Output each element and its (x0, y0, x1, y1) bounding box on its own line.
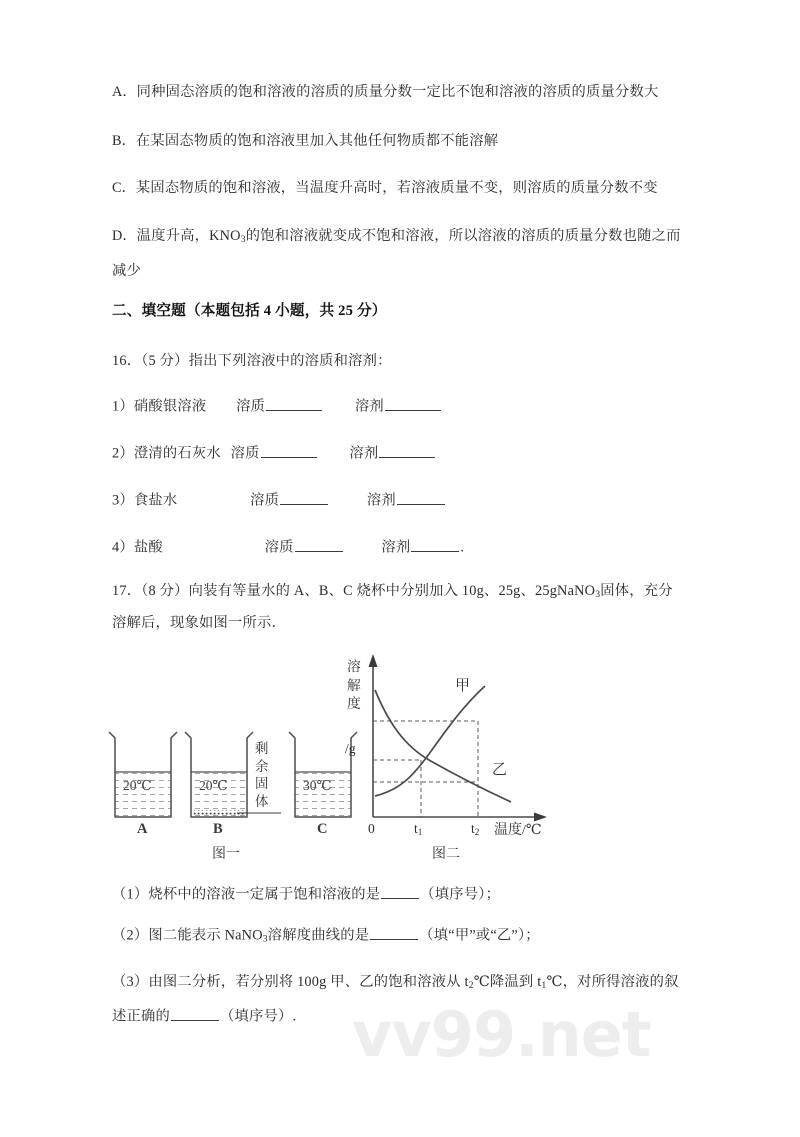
q16-row-1-solute-blank[interactable] (266, 396, 322, 411)
q17-part-2-before-a: 图二能表示 NaNO (148, 927, 263, 944)
curve-jia (375, 686, 485, 796)
q17-part-3-mid2: ℃，对所得溶液的叙 (546, 974, 679, 990)
question-17-stem-line2: 溶解后，现象如图一所示． (112, 615, 286, 631)
q16-row-2-solvent-label: 溶剂 (349, 445, 379, 462)
beaker-b-temperature: 20℃ (199, 778, 228, 793)
x-tick-t2-base: t (471, 821, 475, 836)
q17-part-3-wrap-after: （填序号）. (220, 1008, 297, 1025)
choice-c-text: 某固态物质的饱和溶液，当温度升高时，若溶液质量不变，则溶质的质量分数不变 (135, 180, 658, 196)
q17-part-2-blank[interactable] (370, 925, 418, 940)
q17-part-3-sub2: 1 (541, 980, 547, 992)
q16-row-1-name: 硝酸银溶液 (133, 398, 207, 415)
q17-part-3-wrap-before: 述正确的 (112, 1008, 170, 1025)
q17-part-3-blank[interactable] (171, 1006, 219, 1021)
q16-row-3-solvent-label: 溶剂 (366, 492, 396, 509)
q16-row-2-name: 澄清的石灰水 (133, 445, 221, 462)
q17-part-3-mid1: ℃降温到 t (473, 974, 542, 990)
figure-one-caption: 图一 (212, 847, 240, 862)
choice-a (112, 82, 659, 102)
choice-d-text-part2: 的饱和溶液就变成不饱和溶液，所以溶液的溶质的质量分数也随之而 (245, 228, 681, 244)
q16-row-4-solute-blank[interactable] (295, 537, 343, 552)
beaker-a-temperature: 20℃ (123, 778, 152, 793)
beaker-a-letter: A (137, 821, 148, 837)
watermark: vv99.net (352, 998, 651, 1071)
q16-row-2 (112, 443, 436, 464)
q17-part-2-before-b: 溶解度曲线的是 (267, 927, 370, 944)
q17-part-3 (112, 972, 679, 996)
choice-b-text: 在某固态物质的饱和溶液里加入其他任何物质都不能溶解 (135, 133, 499, 149)
x-tick-t1-base: t (414, 821, 418, 836)
q17-part-3-before: 由图二分析，若分别将 100g 甲、乙的饱和溶液从 t (148, 974, 469, 990)
q16-row-2-solute-label: 溶质 (230, 445, 260, 462)
x-tick-t2 (471, 821, 479, 837)
beaker-a (109, 732, 177, 817)
q16-row-1 (112, 396, 442, 417)
q17-part-1-before: 烧杯中的溶液一定属于饱和溶液的是 (148, 886, 381, 903)
q16-row-2-solute-blank[interactable] (261, 443, 317, 458)
q16-row-4-solvent-blank[interactable] (411, 537, 459, 552)
x-tick-0: 0 (368, 821, 375, 836)
choice-d-subscript: 3 (240, 234, 246, 246)
beaker-b-letter: B (213, 821, 223, 837)
figure-two-solubility-chart (345, 650, 560, 840)
q17-part-2-after: （填“甲”或“乙”）； (419, 927, 540, 944)
q17-part-2-subscript: 3 (262, 933, 268, 945)
q16-row-4-solvent-label: 溶剂 (381, 539, 411, 556)
choice-d-label: D． (112, 228, 137, 244)
q16-row-3-solvent-blank[interactable] (397, 490, 445, 505)
q16-row-4 (112, 537, 464, 558)
q16-row-4-name: 盐酸 (133, 539, 163, 556)
choice-d (112, 226, 681, 250)
beaker-c-temperature: 30℃ (303, 778, 332, 793)
question-17-stem-line1 (112, 581, 673, 605)
q17-part-1-blank[interactable] (381, 884, 419, 899)
q16-row-4-solute-label: 溶质 (264, 539, 294, 556)
choice-a-text: 同种固态溶质的饱和溶液的溶质的质量分数一定比不饱和溶液的溶质的质量分数大 (136, 84, 659, 100)
q17-part-2-num: （2） (112, 927, 149, 944)
y-axis-label-unit: /g (345, 741, 356, 756)
q17-stem-subscript: 3 (595, 589, 601, 601)
y-axis (369, 654, 378, 817)
curve-jia-label: 甲 (455, 678, 471, 694)
q17-stem-b: 固体，充分 (600, 583, 673, 599)
q17-part-3-wrap (112, 1006, 296, 1027)
choice-b (112, 131, 498, 151)
q16-row-3 (112, 490, 446, 511)
q17-part-2 (112, 925, 540, 950)
q16-row-2-solvent-blank[interactable] (379, 443, 435, 458)
figures-area (0, 636, 800, 862)
choice-a-label: A． (112, 84, 137, 100)
q17-stem-a: 17．（8 分）向装有等量水的 A、B、C 烧杯中分别加入 10g、25g、25gNaNO (112, 583, 596, 599)
choice-d-wrap: 减少 (112, 263, 141, 279)
residual-solid-annotation: 剩余固体 (255, 741, 269, 809)
x-tick-t1-sub: 1 (417, 827, 423, 838)
choice-c-label: C． (112, 180, 136, 196)
beaker-c-letter: C (317, 821, 328, 837)
x-tick-t2-sub: 2 (474, 827, 480, 838)
x-axis-label: 温度/℃ (494, 823, 542, 838)
q17-part-3-sub1: 2 (468, 980, 474, 992)
q16-row-1-solvent-blank[interactable] (385, 396, 441, 411)
section-heading: 二、填空题（本题包括 4 小题，共 25 分） (112, 303, 387, 319)
q16-row-2-index: 2） (112, 445, 134, 462)
q16-row-3-solute-label: 溶质 (250, 492, 280, 509)
question-16-stem: 16．（5 分）指出下列溶液中的溶质和溶剂： (112, 353, 392, 369)
q16-row-1-solute-label: 溶质 (236, 398, 266, 415)
q16-row-1-index: 1） (112, 398, 134, 415)
q16-row-3-index: 3） (112, 492, 134, 509)
q16-row-3-solute-blank[interactable] (280, 490, 328, 505)
choice-d-text-part1: 温度升高，KNO (136, 228, 241, 244)
q16-row-3-name: 食盐水 (133, 492, 178, 509)
guide-lines (373, 721, 478, 817)
q17-part-1-num: （1） (112, 886, 149, 903)
curve-yi (375, 690, 511, 802)
choice-b-label: B． (112, 133, 136, 149)
curve-yi-label: 乙 (492, 762, 508, 778)
q16-row-4-trailing: . (460, 539, 465, 556)
q16-row-4-index: 4） (112, 539, 134, 556)
figure-two-caption: 图二 (432, 847, 460, 862)
choice-c (112, 178, 658, 198)
q17-part-1-after: （填序号）； (420, 886, 501, 903)
y-axis-label-chars: 溶解度 (347, 659, 361, 711)
q17-part-3-num: （3） (112, 974, 149, 990)
q16-row-1-solvent-label: 溶剂 (354, 398, 384, 415)
x-tick-t1 (414, 821, 422, 837)
